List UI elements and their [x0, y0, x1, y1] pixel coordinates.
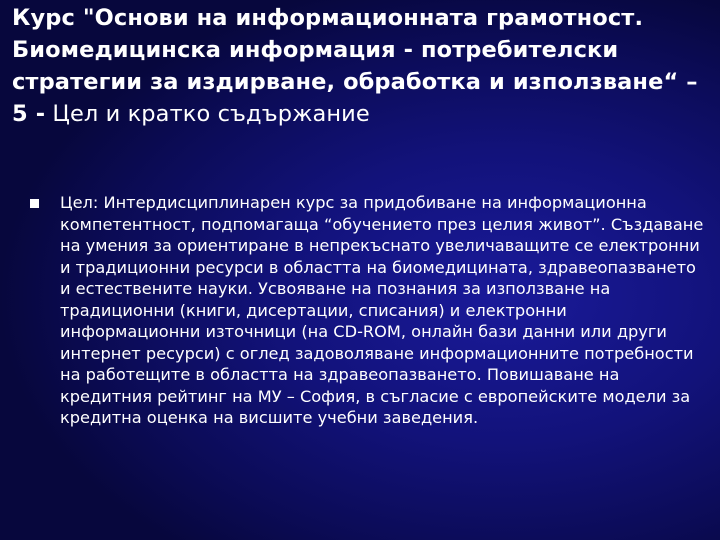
bullet-label: Цел: — [60, 193, 99, 212]
slide-title — [12, 2, 712, 130]
bullet-item — [60, 192, 705, 429]
square-bullet-icon — [30, 199, 39, 208]
bullet-body: Интердисциплинарен курс за придобиване на информационна компетентност, подпомагаща “обучението през целия живот”. Създаване на умения за ориентиране в непрекъснато увеличаващите се електронни и традиционни ресурси в областта на биомедицината, здравеопазването и естествените науки. Усвояване на познания за използване на традиционни (книги, дисертации, списания) и електронни информационни източници (на CD-ROM, онлайн бази данни или други интернет ресурси) с оглед задоволяване информационните потребности на работещите в областта на здравеопазването. Повишаване на кредитния рейтинг на МУ – София, в съгласие с европейските модели за кредитна оценка на висшите учебни заведения. — [60, 193, 704, 427]
slide-title-bold: Курс "Основи на информационната грамотност. Биомедицинска информация - потребителски стратегии за издирване, обработка и използване“ – 5 - — [12, 5, 698, 127]
slide-title-normal: Цел и кратко съдържание — [45, 101, 370, 127]
